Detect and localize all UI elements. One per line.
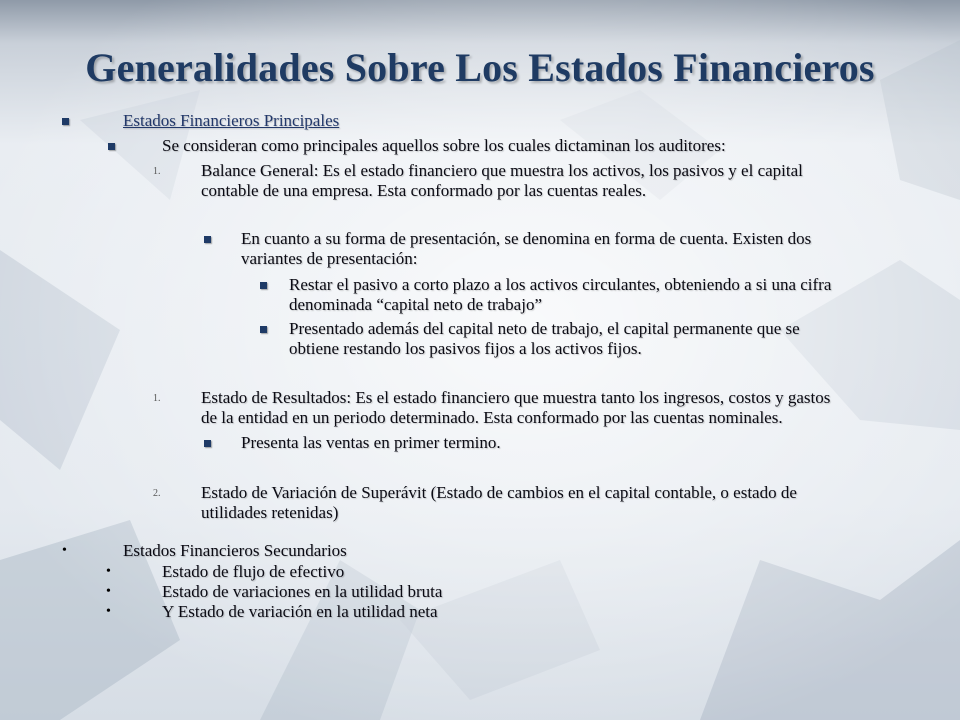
square-bullet-icon	[260, 282, 267, 289]
variant-2-line-2: obtiene restando los pasivos fijos a los activos fijos.	[289, 339, 642, 358]
variation-line-1: Estado de Variación de Superávit (Estado de cambios en el capital contable, o estado de	[201, 483, 797, 502]
square-bullet-icon	[108, 143, 115, 150]
square-bullet-icon	[204, 440, 211, 447]
secondary-item: Y Estado de variación en la utilidad neta	[162, 602, 438, 621]
results-line-1: Estado de Resultados: Es el estado financiero que muestra tanto los ingresos, costos y gastos	[201, 388, 831, 407]
dot-bullet-icon: •	[106, 604, 111, 619]
list-number: 2.	[153, 488, 161, 499]
list-number: 1.	[153, 166, 161, 177]
results-sub-item: Presenta las ventas en primer termino.	[241, 433, 501, 452]
presentation-line-1: En cuanto a su forma de presentación, se denomina en forma de cuenta. Existen dos	[241, 229, 812, 248]
dot-bullet-icon: •	[62, 543, 67, 558]
results-line-2: de la entidad en un periodo determinado. Esta conformado por las cuentas nominales.	[201, 408, 783, 427]
variant-1-line-2: denominada “capital neto de trabajo”	[289, 295, 542, 314]
variant-1-line-1: Restar el pasivo a corto plazo a los activos circulantes, obteniendo a si una cifra	[289, 275, 832, 294]
primary-statements-link[interactable]: Estados Financieros Principales	[123, 111, 340, 130]
dot-bullet-icon: •	[106, 584, 111, 599]
variant-2-line-1: Presentado además del capital neto de trabajo, el capital permanente que se	[289, 319, 800, 338]
presentation-line-2: variantes de presentación:	[241, 249, 418, 268]
square-bullet-icon	[62, 118, 69, 125]
balance-general-line-1: Balance General: Es el estado financiero que muestra los activos, los pasivos y el capital	[201, 161, 803, 180]
square-bullet-icon	[260, 326, 267, 333]
secondary-item: Estado de flujo de efectivo	[162, 562, 345, 581]
balance-general-line-2: contable de una empresa. Esta conformado por las cuentas reales.	[201, 181, 647, 200]
primary-intro-text: Se consideran como principales aquellos sobre los cuales dictaminan los auditores:	[162, 136, 726, 155]
secondary-item: Estado de variaciones en la utilidad bruta	[162, 582, 443, 601]
dot-bullet-icon: •	[106, 564, 111, 579]
square-bullet-icon	[204, 236, 211, 243]
slide-title: Generalidades Sobre Los Estados Financieros	[85, 45, 875, 90]
list-number: 1.	[153, 393, 161, 404]
secondary-statements-heading: Estados Financieros Secundarios	[123, 541, 347, 560]
variation-line-2: utilidades retenidas)	[201, 503, 339, 522]
